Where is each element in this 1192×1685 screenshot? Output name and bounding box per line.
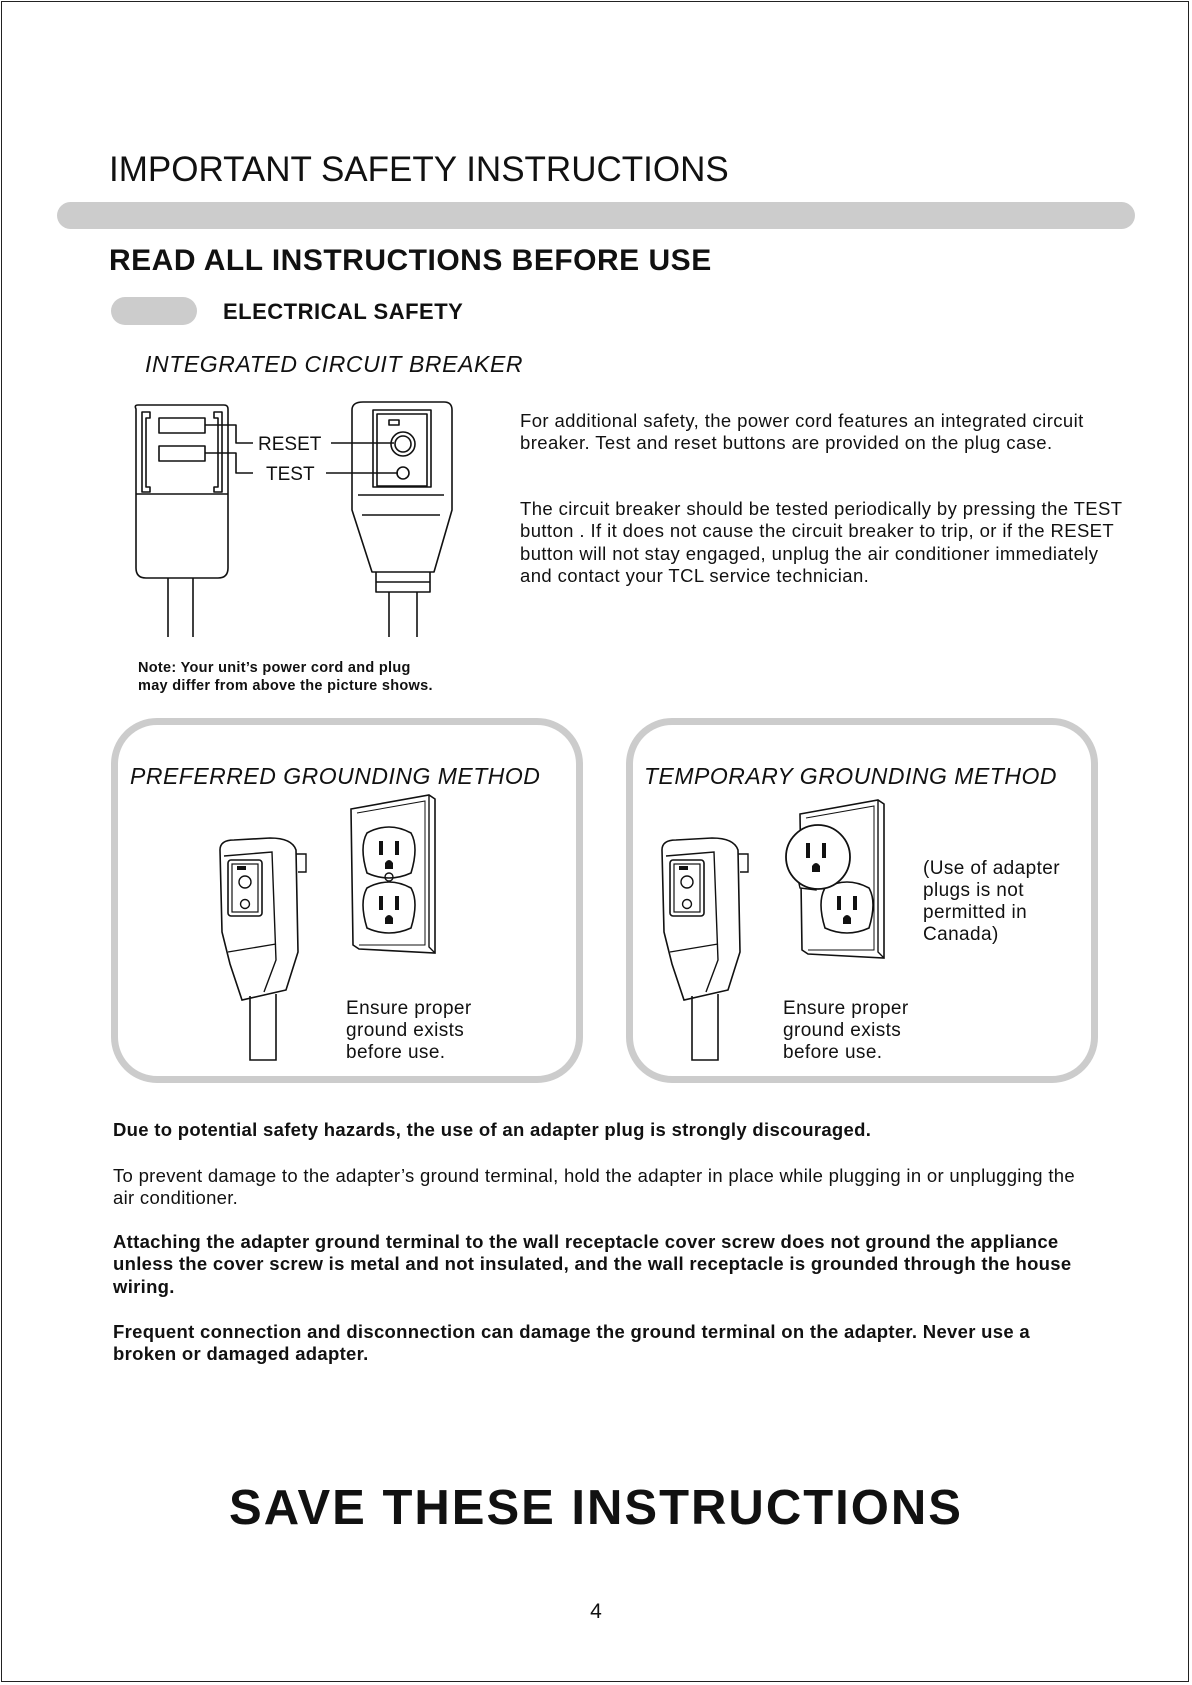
temporary-grounding-title: TEMPORARY GROUNDING METHOD: [644, 763, 1057, 789]
plug-illustration-left: [220, 838, 306, 1060]
caption-line: Ensure proper: [783, 998, 909, 1019]
warning-hold-adapter: To prevent damage to the adapter’s ground terminal, hold the adapter in place while plugging in or unplugging the air conditioner.: [113, 1165, 1075, 1209]
plug-note-line-2: may differ from above the picture shows.: [138, 678, 433, 694]
warning-frequent-connection: Frequent connection and disconnection can damage the ground terminal on the adapter. Never use a broken or damaged adapter.: [113, 1321, 1030, 1365]
warning-adapter-discouraged: Due to potential safety hazards, the use of an adapter plug is strongly discouraged.: [113, 1119, 872, 1140]
adapter-note-line: Canada): [923, 924, 999, 945]
preferred-grounding-title: PREFERRED GROUNDING METHOD: [130, 763, 541, 789]
save-instructions-heading: SAVE THESE INSTRUCTIONS: [229, 1481, 963, 1535]
caption-line: before use.: [346, 1042, 446, 1063]
receptacle-bottom-right: [821, 882, 873, 933]
breaker-paragraph-2: The circuit breaker should be tested periodically by pressing the TEST button . If it does not cause the circuit breaker to trip, or if the RESET button will not stay engaged, unplug the air conditioner immediately and contact your TCL service technician.: [520, 498, 1123, 586]
adapter-note-line: plugs is not: [923, 880, 1024, 901]
caption-line: Ensure proper: [346, 998, 472, 1019]
caption-line: ground exists: [346, 1020, 465, 1041]
warning-cover-screw: Attaching the adapter ground terminal to the wall receptacle cover screw does not ground the appliance unless the cover screw is metal and not insulated, and the wall receptacle is grounded through the house wiring.: [113, 1231, 1072, 1297]
section-label: ELECTRICAL SAFETY: [223, 299, 464, 324]
receptacle-top-left: [363, 827, 415, 878]
plug-note-line-1: Note: Your unit’s power cord and plug: [138, 660, 411, 676]
adapter-plug-icon: [786, 825, 850, 890]
page-number: 4: [590, 1600, 602, 1623]
caption-line: ground exists: [783, 1020, 902, 1041]
page-title: IMPORTANT SAFETY INSTRUCTIONS: [109, 150, 729, 189]
adapter-note-line: permitted in: [923, 902, 1028, 923]
breaker-paragraph-1: For additional safety, the power cord features an integrated circuit breaker. Test and reset buttons are provided on the plug case.: [520, 410, 1084, 454]
reset-label: RESET: [258, 434, 322, 455]
adapter-note-line: (Use of adapter: [923, 858, 1060, 879]
main-heading: READ ALL INSTRUCTIONS BEFORE USE: [109, 244, 712, 277]
receptacle-bottom-left: [363, 882, 415, 933]
subsection-title: INTEGRATED CIRCUIT BREAKER: [145, 351, 524, 377]
plug-illustration-right: [662, 838, 748, 1060]
test-label: TEST: [266, 464, 315, 485]
caption-line: before use.: [783, 1042, 883, 1063]
